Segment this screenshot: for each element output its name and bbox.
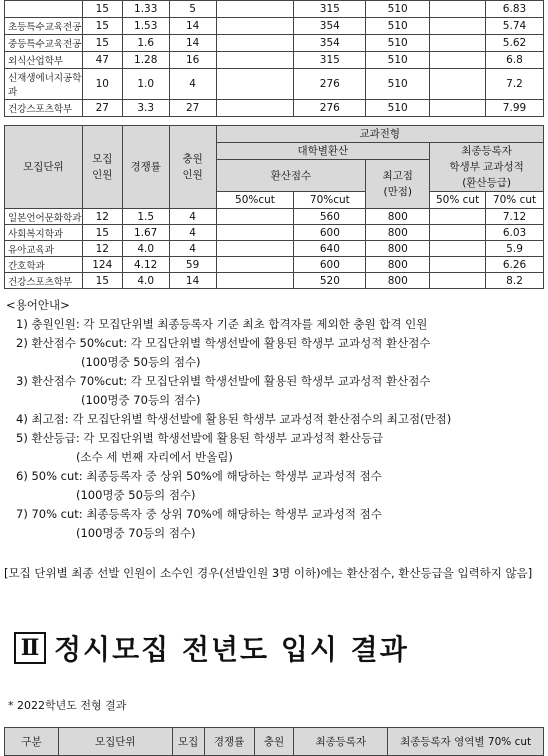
glossary-line: 5) 환산등급: 각 모집단위별 학생선발에 활용된 학생부 교과성적 환산등급 xyxy=(16,431,384,445)
cell-unit: 신재생에너지공학과 xyxy=(5,69,83,100)
susi-results-table xyxy=(4,125,544,289)
header-cut70: 70%cut xyxy=(294,192,366,209)
glossary-title: <용어안내> xyxy=(6,298,70,312)
cell-rate: 3.3 xyxy=(122,100,169,117)
cell-e70: 354 xyxy=(294,35,366,52)
cell-rate: 1.33 xyxy=(122,1,169,18)
cell-unit xyxy=(5,1,83,18)
cell-recruit: 12 xyxy=(82,209,122,225)
cell-enrolled: 16 xyxy=(169,52,216,69)
table-row xyxy=(5,35,544,52)
header-rate: 경쟁률 xyxy=(122,126,169,209)
cell-g70: 5.62 xyxy=(486,35,544,52)
cell-max: 800 xyxy=(366,273,430,289)
table-row xyxy=(5,18,544,35)
cell-e70: 600 xyxy=(294,257,366,273)
header-unit: 모집단위 xyxy=(58,728,172,756)
cell-rate: 1.28 xyxy=(122,52,169,69)
cell-g50 xyxy=(430,69,486,100)
header-recruit: 모집 인원 xyxy=(82,126,122,209)
cell-e50 xyxy=(216,257,294,273)
cell-e70: 315 xyxy=(294,52,366,69)
glossary-line: 2) 환산점수 50%cut: 각 모집단위별 학생선발에 활용된 학생부 교과성적 환산점수 xyxy=(16,336,431,350)
glossary xyxy=(6,296,451,543)
table-row xyxy=(5,69,544,100)
cell-g50 xyxy=(430,52,486,69)
cell-unit: 초등특수교육전공 xyxy=(5,18,83,35)
cell-recruit: 15 xyxy=(82,1,122,18)
jeongsi-results-table xyxy=(4,727,544,756)
section-title: 정시모집 전년도 입시 결과 xyxy=(54,633,409,666)
results-table-continued xyxy=(4,0,544,117)
cell-recruit: 124 xyxy=(82,257,122,273)
table-row xyxy=(5,241,544,257)
header-recruit: 모집 xyxy=(172,728,204,756)
header-unit: 모집단위 xyxy=(5,126,83,209)
cell-max: 800 xyxy=(366,225,430,241)
header-max-score: 최고점 (만점) xyxy=(366,160,430,209)
glossary-line: (소수 세 번째 자리에서 반올림) xyxy=(76,450,233,464)
header-conv-score: 환산점수 xyxy=(216,160,366,192)
cell-enrolled: 5 xyxy=(169,1,216,18)
cell-e50 xyxy=(216,69,294,100)
cell-enrolled: 4 xyxy=(169,69,216,100)
cell-unit: 외식산업학부 xyxy=(5,52,83,69)
cell-max: 510 xyxy=(366,1,430,18)
cell-g50 xyxy=(430,225,486,241)
cell-e50 xyxy=(216,225,294,241)
header-type: 교과전형 xyxy=(216,126,543,143)
cell-g50 xyxy=(430,257,486,273)
glossary-line: 4) 최고점: 각 모집단위별 학생선발에 활용된 학생부 교과성적 환산점수의 최고점(만점) xyxy=(16,412,452,426)
cell-recruit: 27 xyxy=(82,100,122,117)
footnote: [모집 단위별 최종 선발 인원이 소수인 경우(선발인원 3명 이하)에는 환산점수, 환산등급을 입력하지 않음] xyxy=(4,566,533,580)
cell-unit: 유아교육과 xyxy=(5,241,83,257)
cell-e50 xyxy=(216,273,294,289)
cell-recruit: 12 xyxy=(82,241,122,257)
cell-g70: 5.74 xyxy=(486,18,544,35)
cell-unit: 건강스포츠학부 xyxy=(5,273,83,289)
glossary-line: 7) 70% cut: 최종등록자 중 상위 70%에 해당하는 학생부 교과성적 점수 xyxy=(16,507,382,521)
cell-g70: 7.2 xyxy=(486,69,544,100)
cell-max: 800 xyxy=(366,209,430,225)
header-final-area: 최종등록자 영역별 70% cut xyxy=(388,728,544,756)
cell-max: 510 xyxy=(366,100,430,117)
cell-g70: 5.9 xyxy=(486,241,544,257)
cell-rate: 1.0 xyxy=(122,69,169,100)
glossary-line: (100명중 50등의 점수) xyxy=(76,488,196,502)
header-final-group: 최종등록자 학생부 교과성적 (환산등급) xyxy=(430,143,544,192)
table-row xyxy=(5,225,544,241)
glossary-line: (100명중 70등의 점수) xyxy=(76,526,196,540)
table-row xyxy=(5,257,544,273)
cell-g70: 7.99 xyxy=(486,100,544,117)
cell-g70: 8.2 xyxy=(486,273,544,289)
cell-e70: 520 xyxy=(294,273,366,289)
cell-unit: 사회복지학과 xyxy=(5,225,83,241)
cell-recruit: 15 xyxy=(82,35,122,52)
cell-max: 510 xyxy=(366,35,430,52)
cell-recruit: 15 xyxy=(82,18,122,35)
cell-e70: 315 xyxy=(294,1,366,18)
table-row xyxy=(5,273,544,289)
cell-max: 510 xyxy=(366,52,430,69)
cell-recruit: 15 xyxy=(82,225,122,241)
cell-g70: 6.03 xyxy=(486,225,544,241)
header-gcut50: 50% cut xyxy=(430,192,486,209)
cell-enrolled: 4 xyxy=(169,225,216,241)
header-rate: 경쟁률 xyxy=(204,728,254,756)
cell-unit: 일본언어문화학과 xyxy=(5,209,83,225)
cell-rate: 4.0 xyxy=(122,273,169,289)
section-heading xyxy=(14,630,409,666)
cell-e50 xyxy=(216,35,294,52)
glossary-line: (100명중 50등의 점수) xyxy=(81,355,201,369)
cell-enrolled: 4 xyxy=(169,209,216,225)
table-row xyxy=(5,1,544,18)
cell-enrolled: 27 xyxy=(169,100,216,117)
cell-recruit: 15 xyxy=(82,273,122,289)
cell-g70: 7.12 xyxy=(486,209,544,225)
glossary-line: 6) 50% cut: 최종등록자 중 상위 50%에 해당하는 학생부 교과성적 점수 xyxy=(16,469,382,483)
cell-e50 xyxy=(216,1,294,18)
cell-e50 xyxy=(216,18,294,35)
cell-e70: 560 xyxy=(294,209,366,225)
cell-e50 xyxy=(216,52,294,69)
cell-g50 xyxy=(430,273,486,289)
cell-recruit: 47 xyxy=(82,52,122,69)
cell-max: 510 xyxy=(366,18,430,35)
cell-enrolled: 4 xyxy=(169,241,216,257)
glossary-line: 3) 환산점수 70%cut: 각 모집단위별 학생선발에 활용된 학생부 교과성적 환산점수 xyxy=(16,374,431,388)
cell-rate: 1.5 xyxy=(122,209,169,225)
cell-g50 xyxy=(430,100,486,117)
cell-g70: 6.8 xyxy=(486,52,544,69)
cell-recruit: 10 xyxy=(82,69,122,100)
cell-max: 510 xyxy=(366,69,430,100)
table-row xyxy=(5,52,544,69)
cell-g50 xyxy=(430,241,486,257)
cell-rate: 1.6 xyxy=(122,35,169,52)
cell-g70: 6.83 xyxy=(486,1,544,18)
cell-g50 xyxy=(430,209,486,225)
cell-max: 800 xyxy=(366,241,430,257)
cell-g50 xyxy=(430,18,486,35)
header-enrolled: 충원 인원 xyxy=(169,126,216,209)
cell-rate: 4.12 xyxy=(122,257,169,273)
table-row xyxy=(5,100,544,117)
cell-e50 xyxy=(216,100,294,117)
cell-rate: 1.53 xyxy=(122,18,169,35)
glossary-line: 1) 충원인원: 각 모집단위별 최종등록자 기준 최초 합격자를 제외한 충원 합격 인원 xyxy=(16,317,428,331)
cell-e70: 276 xyxy=(294,100,366,117)
cell-e70: 640 xyxy=(294,241,366,257)
subheading: * 2022학년도 전형 결과 xyxy=(8,699,127,712)
header-conv-group: 대학별환산 xyxy=(216,143,430,160)
cell-enrolled: 59 xyxy=(169,257,216,273)
cell-rate: 1.67 xyxy=(122,225,169,241)
cell-g50 xyxy=(430,35,486,52)
cell-enrolled: 14 xyxy=(169,273,216,289)
cell-max: 800 xyxy=(366,257,430,273)
header-final: 최종등록자 xyxy=(294,728,388,756)
header-gcut70: 70% cut xyxy=(486,192,544,209)
cell-e70: 354 xyxy=(294,18,366,35)
cell-enrolled: 14 xyxy=(169,18,216,35)
cell-e50 xyxy=(216,241,294,257)
cell-unit: 간호학과 xyxy=(5,257,83,273)
header-type: 구분 xyxy=(5,728,59,756)
cell-unit: 중등특수교육전공 xyxy=(5,35,83,52)
cell-rate: 4.0 xyxy=(122,241,169,257)
cell-unit: 건강스포츠학부 xyxy=(5,100,83,117)
cell-g70: 6.26 xyxy=(486,257,544,273)
cell-e50 xyxy=(216,209,294,225)
header-cut50: 50%cut xyxy=(216,192,294,209)
glossary-line: (100명중 70등의 점수) xyxy=(81,393,201,407)
header-enrolled: 충원 xyxy=(254,728,294,756)
cell-enrolled: 14 xyxy=(169,35,216,52)
cell-g50 xyxy=(430,1,486,18)
section-number: Ⅱ xyxy=(14,632,46,664)
cell-e70: 276 xyxy=(294,69,366,100)
cell-e70: 600 xyxy=(294,225,366,241)
table-row xyxy=(5,209,544,225)
